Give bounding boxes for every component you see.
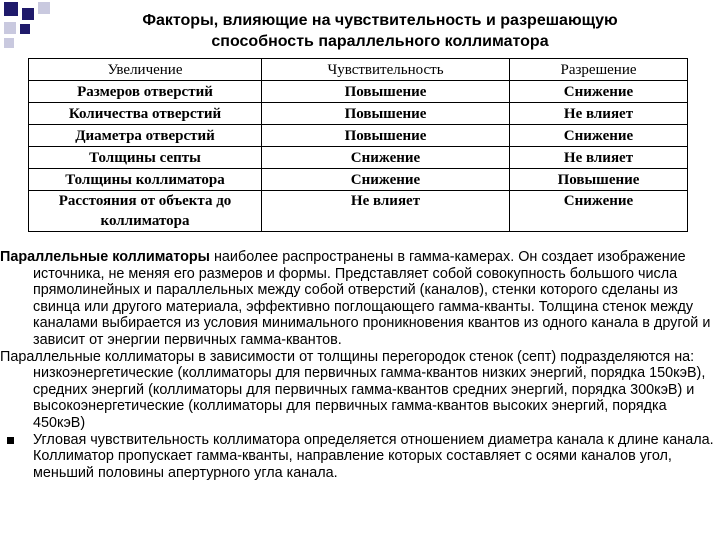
row-sensitivity: Повышение (262, 81, 510, 103)
corner-square-1 (4, 2, 18, 16)
corner-square-3 (38, 2, 50, 14)
row-factor: Размеров отверстий (29, 81, 262, 103)
paragraph-text: Угловая чувствительность коллиматора определяется отношением диаметра канала к длине канала. Коллиматор пропускает гамма-кванты, направление которых составляет с осями каналов угол, меньший половины апертурного угла канала. (33, 431, 714, 481)
slide-title-line-1: Факторы, влияющие на чувствительность и разрешающую (142, 12, 618, 29)
row-resolution: Не влияет (510, 147, 688, 169)
row-resolution: Повышение (510, 169, 688, 191)
table-row (29, 191, 688, 232)
body-text (0, 249, 716, 481)
row-sensitivity: Повышение (262, 103, 510, 125)
header-resolution: Разрешение (510, 59, 688, 81)
row-resolution: Снижение (510, 125, 688, 147)
paragraph-angular-sensitivity (0, 432, 716, 482)
header-increase: Увеличение (29, 59, 262, 81)
row-factor: Диаметра отверстий (29, 125, 262, 147)
row-resolution: Снижение (510, 81, 688, 103)
corner-square-4 (4, 22, 16, 34)
paragraph-rest: наиболее распространены в гамма-камерах. Он создает изображение источника, не меняя его размеров и формы. Представляет собой совокупность большого числа прямолинейных и параллельных между собой отверстий (каналов), стенки которого сделаны из свинца или другого материала, эффективно поглощающего гамма-кванты. Толщина стенок между каналами выбирается из условия минимального проникновения квантов из одного канала в другой и зависит от энергии первичных гамма-квантов. (33, 249, 711, 348)
row-sensitivity: Не влияет (262, 191, 510, 232)
paragraph-collimator-types: Параллельные коллиматоры в зависимости от толщины перегородок стенок (септ) подразделяются на: низкоэнергетические (коллиматоры для первичных гамма-квантов низких энергий, порядка 150кэВ), средних энергий (коллиматоры для первичных гамма-квантов средних энергий, порядка 300кэВ) и высокоэнергетические (коллиматоры для первичных гамма-квантов высоких энергий, порядка 450кэВ) (0, 348, 706, 431)
corner-square-6 (4, 38, 14, 48)
slide-title (60, 10, 700, 52)
corner-square-2 (22, 8, 34, 20)
square-bullet-icon (7, 437, 14, 444)
row-factor: Толщины септы (29, 147, 262, 169)
row-factor: Количества отверстий (29, 103, 262, 125)
row-sensitivity: Снижение (262, 169, 510, 191)
table-header-row (29, 59, 688, 81)
row-factor: Расстояния от объекта до коллиматора (29, 191, 262, 232)
corner-square-5 (20, 24, 30, 34)
row-sensitivity: Повышение (262, 125, 510, 147)
row-resolution: Снижение (510, 191, 688, 232)
factors-table (28, 58, 688, 232)
row-factor: Толщины коллиматора (29, 169, 262, 191)
paragraph-parallel-collimators (0, 249, 716, 349)
row-resolution: Не влияет (510, 103, 688, 125)
table-row (29, 103, 688, 125)
table-row (29, 169, 688, 191)
table-row (29, 147, 688, 169)
table-row (29, 81, 688, 103)
row-sensitivity: Снижение (262, 147, 510, 169)
table-row (29, 125, 688, 147)
header-sensitivity: Чувствительность (262, 59, 510, 81)
slide-title-line-2: способность параллельного коллиматора (211, 33, 549, 50)
paragraph-lead: Параллельные коллиматоры (0, 249, 210, 265)
